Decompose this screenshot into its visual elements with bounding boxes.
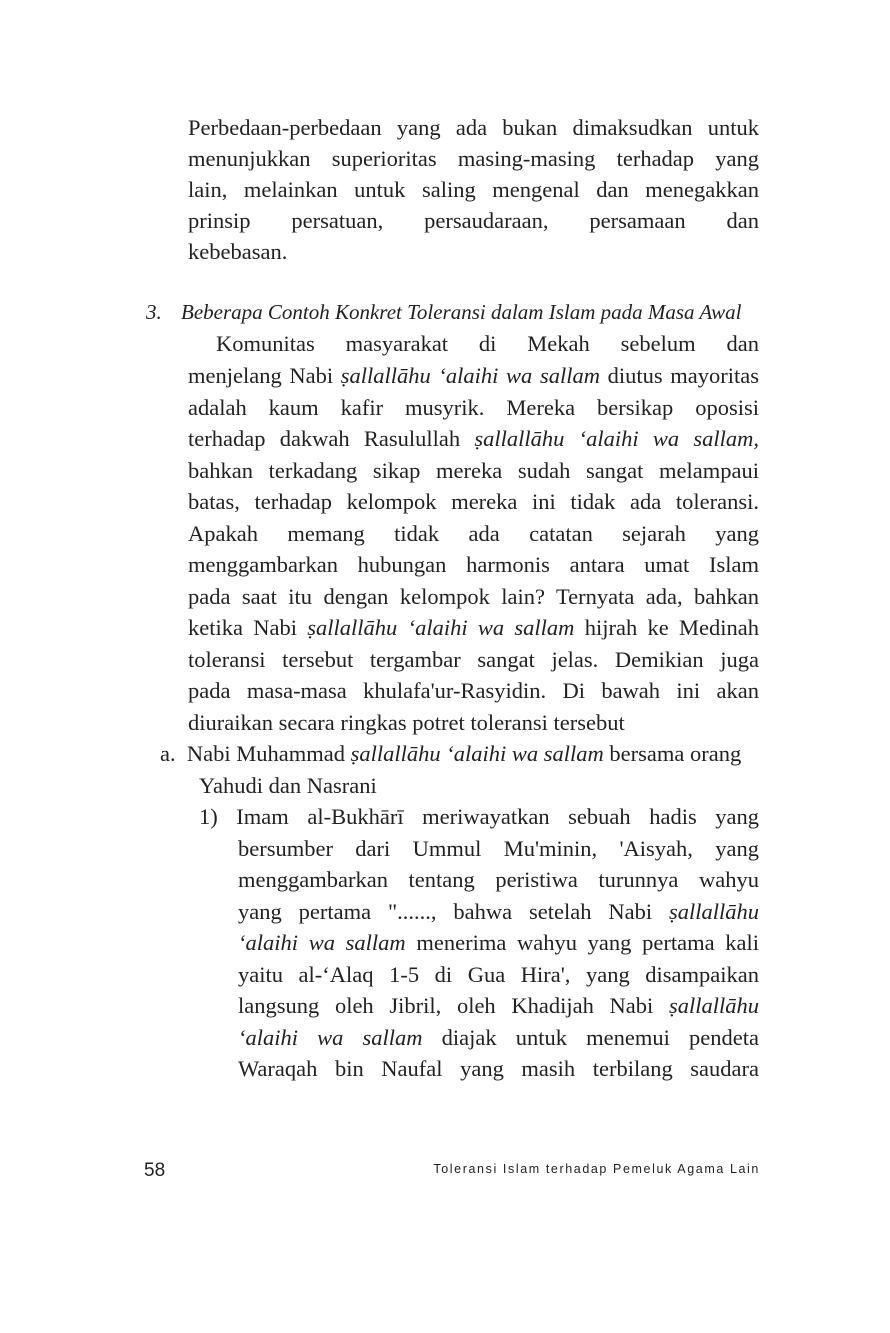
intro-line-2: menunjukkan superioritas masing-masing terhadap yang	[188, 146, 759, 171]
honorific-text: ‘alaihi wa sallam	[238, 930, 406, 955]
text-run: diutus mayoritas	[599, 363, 759, 388]
page-number: 58	[144, 1160, 166, 1181]
honorific-text: ṣallallāhu	[668, 993, 759, 1018]
text-run: menjelang Nabi	[188, 363, 341, 388]
intro-line-4: prinsip persatuan, persaudaraan, persamaan dan	[188, 208, 759, 233]
intro-line-1: Perbedaan-perbedaan yang ada bukan dimaksudkan untuk	[188, 115, 759, 140]
honorific-text: ṣallallāhu ‘alaihi wa sallam	[307, 615, 575, 640]
text-run: bersama orang	[603, 741, 742, 766]
item-1-line-4	[238, 896, 759, 928]
para-line-10	[188, 612, 759, 644]
para-line-5: bahkan terkadang sikap mereka sudah sangat melampaui	[188, 458, 759, 483]
item-1-line-9: Waraqah bin Naufal yang masih terbilang saudara	[238, 1056, 759, 1081]
para-line-4	[188, 423, 759, 455]
text-run: ketika Nabi	[188, 615, 308, 640]
text-run: diajak untuk menemui pendeta	[422, 1025, 760, 1050]
section-title: Beberapa Contoh Konkret Toleransi dalam Islam pada Masa Awal	[181, 300, 742, 324]
intro-line-5: kebebasan.	[188, 239, 288, 264]
item-1-line-7	[238, 990, 759, 1022]
section-number: 3.	[146, 300, 162, 324]
item-a-line-2: Yahudi dan Nasrani	[199, 773, 377, 798]
text-run: menerima wahyu yang pertama kali	[405, 930, 759, 955]
section-heading	[146, 297, 766, 329]
item-1-line-5	[238, 927, 759, 959]
item-1-line-2: bersumber dari Ummul Mu'minin, 'Aisyah, yang	[238, 836, 759, 861]
para-line-9: pada saat itu dengan kelompok lain? Ternyata ada, bahkan	[188, 584, 759, 609]
intro-line-3: lain, melainkan untuk saling mengenal dan menegakkan	[188, 177, 759, 202]
item-1-line-3: menggambarkan tentang peristiwa turunnya wahyu	[238, 867, 759, 892]
para-line-2	[188, 360, 759, 392]
para-line-7: Apakah memang tidak ada catatan sejarah yang	[188, 521, 759, 546]
honorific-text: ṣallallāhu	[668, 899, 759, 924]
item-1-line-6: yaitu al-‘Alaq 1-5 di Gua Hira', yang disampaikan	[238, 962, 759, 987]
text-run: a. Nabi Muhammad	[160, 741, 351, 766]
text-run: hijrah ke Medinah	[574, 615, 759, 640]
running-footer-title: Toleransi Islam terhadap Pemeluk Agama Lain	[433, 1162, 760, 1176]
item-1-line-1: 1) Imam al-Bukhārī meriwayatkan sebuah hadis yang	[199, 804, 759, 829]
honorific-text: ṣallallāhu ‘alaihi wa sallam,	[474, 426, 759, 451]
text-run: langsung oleh Jibril, oleh Khadijah Nabi	[238, 993, 669, 1018]
para-line-11: toleransi tersebut tergambar sangat jelas. Demikian juga	[188, 647, 759, 672]
para-line-8: menggambarkan hubungan harmonis antara umat Islam	[188, 552, 759, 577]
para-line-1: Komunitas masyarakat di Mekah sebelum dan	[216, 331, 759, 356]
honorific-text: ṣallallāhu ‘alaihi wa sallam	[340, 363, 600, 388]
para-line-3: adalah kaum kafir musyrik. Mereka bersikap oposisi	[188, 395, 759, 420]
item-a-line-1	[160, 738, 760, 770]
item-1-line-8	[238, 1022, 759, 1054]
text-run: yang pertama "......, bahwa setelah Nabi	[238, 899, 669, 924]
text-run: terhadap dakwah Rasulullah	[188, 426, 475, 451]
para-line-12: pada masa-masa khulafa'ur-Rasyidin. Di bawah ini akan	[188, 678, 759, 703]
para-line-6: batas, terhadap kelompok mereka ini tidak ada toleransi.	[188, 489, 759, 514]
honorific-text: ‘alaihi wa sallam	[238, 1025, 423, 1050]
honorific-text: ṣallallāhu ‘alaihi wa sallam	[350, 741, 604, 766]
para-line-13: diuraikan secara ringkas potret toleransi tersebut	[188, 710, 625, 735]
